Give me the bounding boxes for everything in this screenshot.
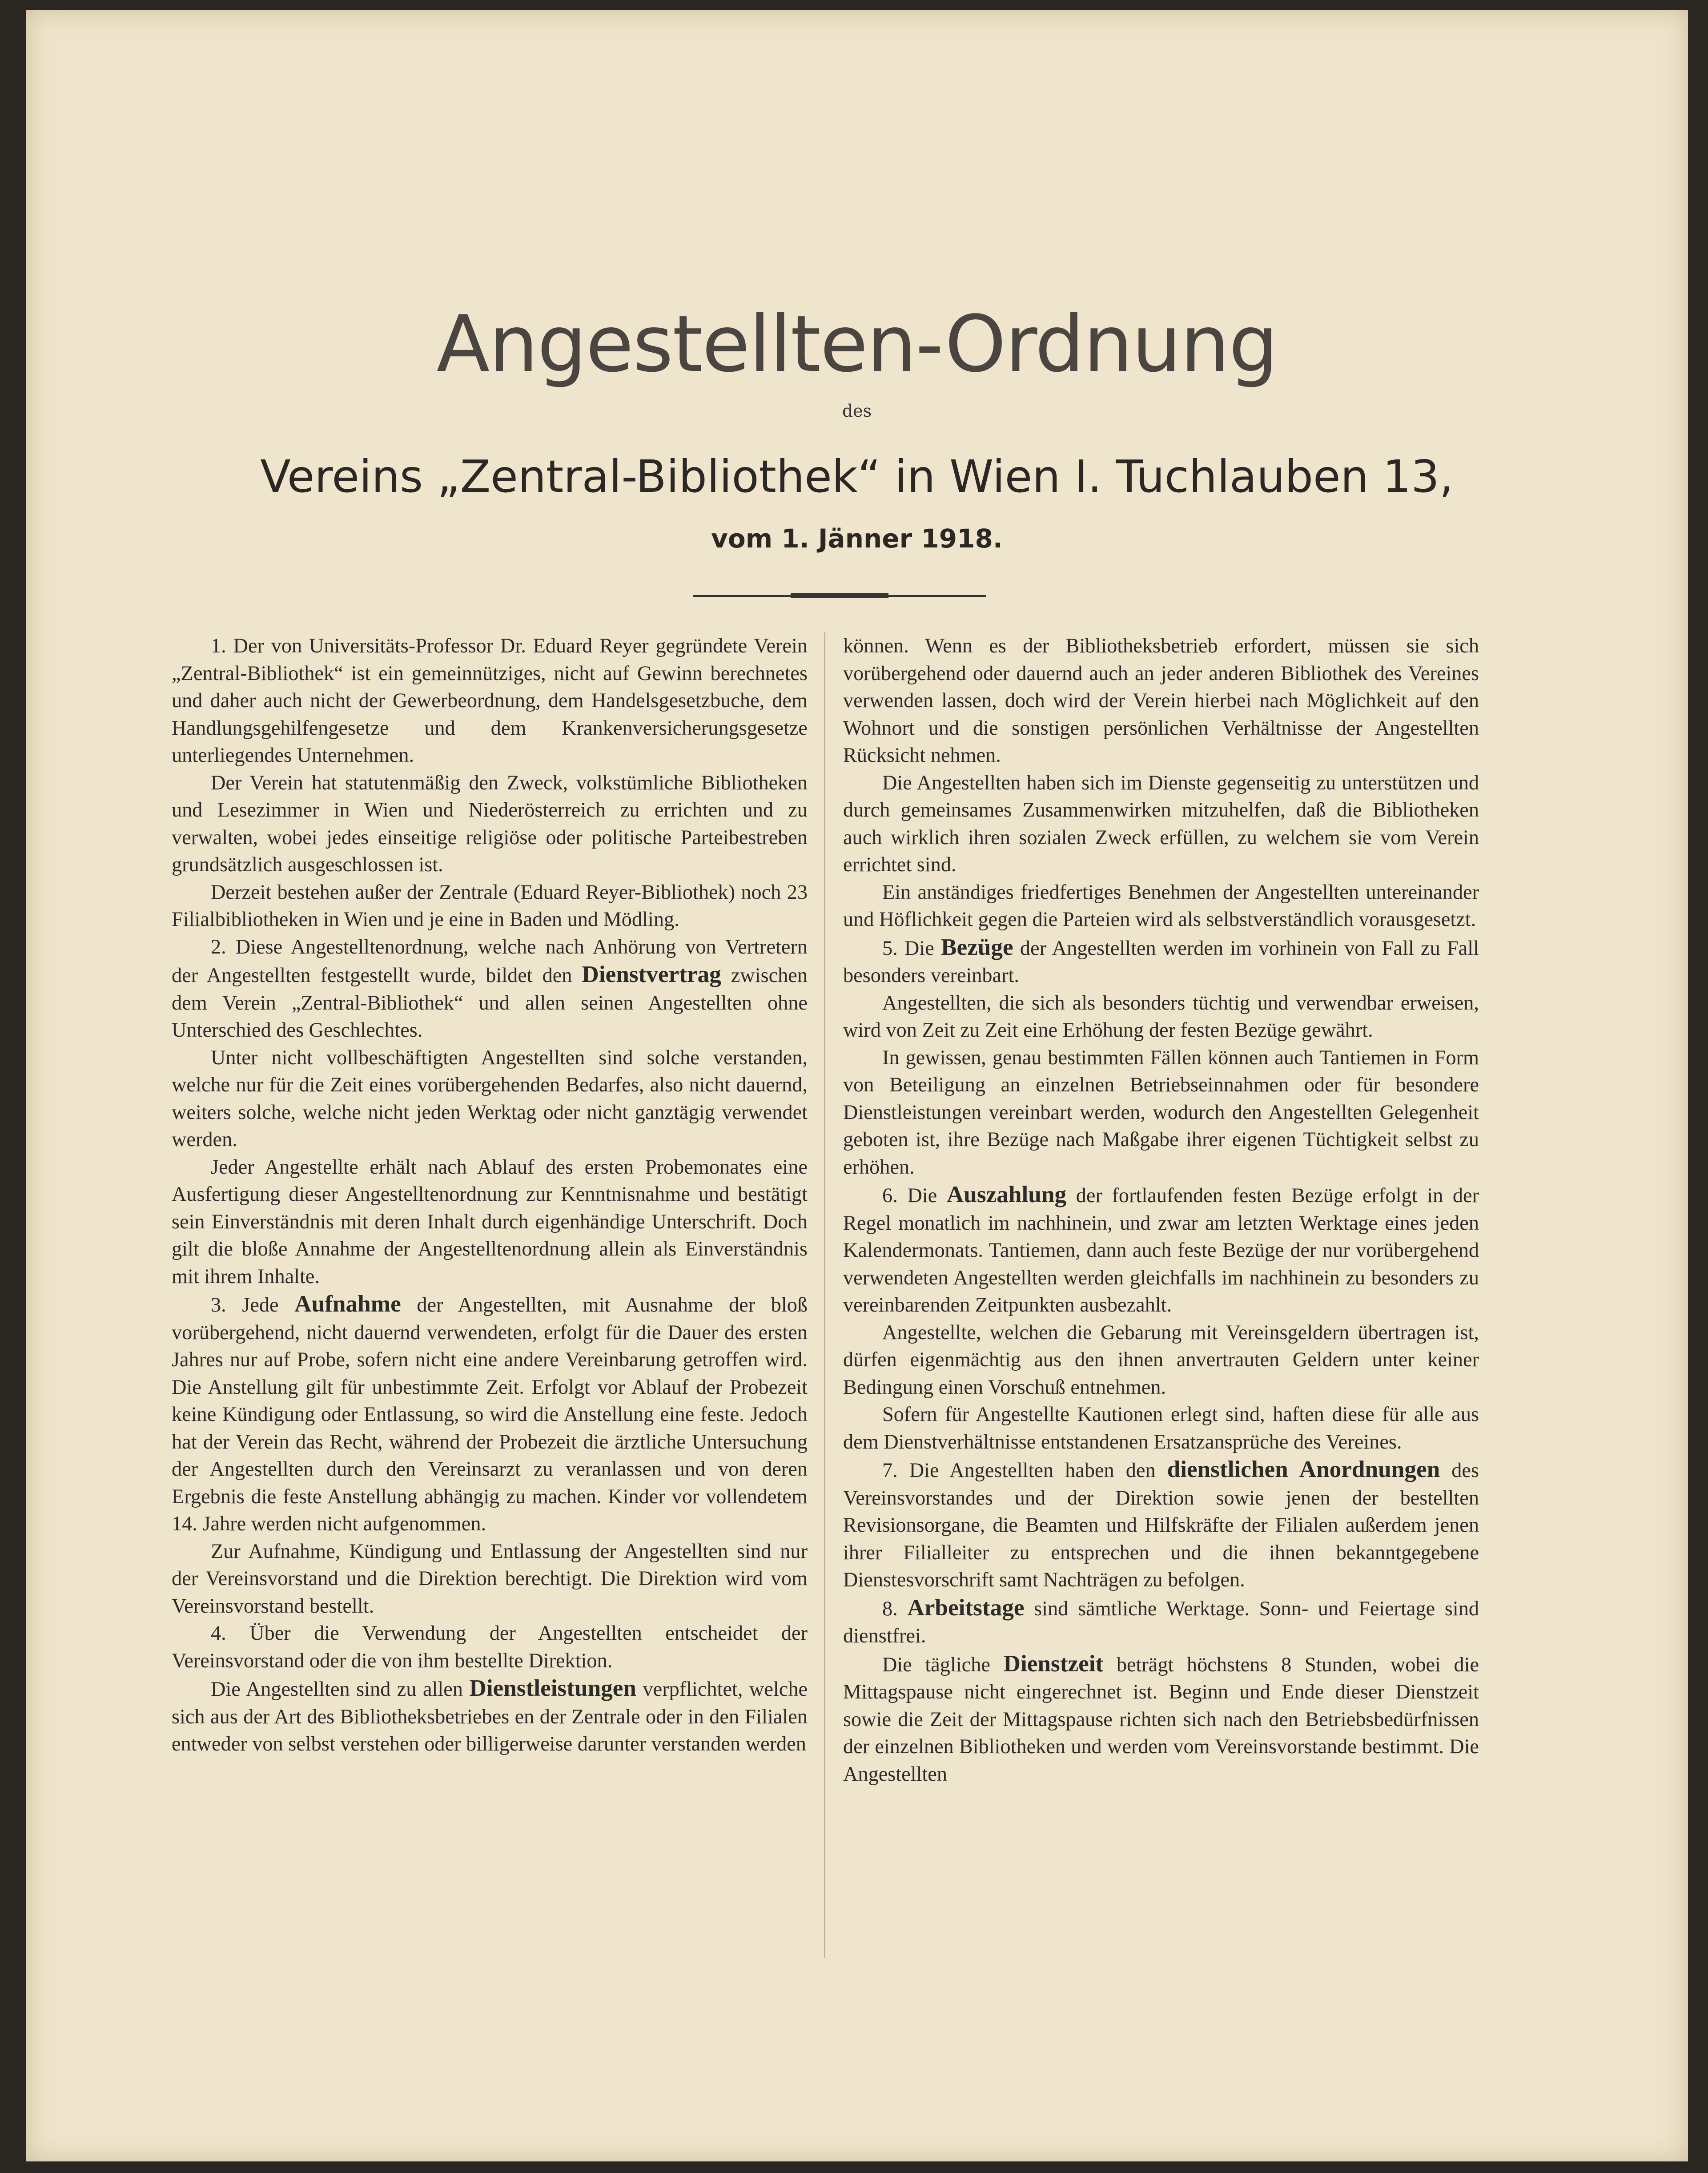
title-connector: des <box>842 401 872 421</box>
paragraph-text: 7. Die Angestellten haben den <box>882 1459 1156 1482</box>
paragraph-text: der Angestellten, mit Ausnahme der bloß vorübergehend, nicht dauernd verwendeten, erfolgt für die Dauer des ersten Jahres nur auf Probe, sofern nicht eine andere Vereinbarung getroffen wird. Die Anstellung gilt für unbestimmte Zeit. Erfolgt vor Ablauf der Probezeit keine Kündigung oder Entlassung, so wird die Anstellung eine feste. Jedoch hat der Verein das Recht, während der Probezeit die ärztliche Untersuchung der Angestellten durch den Vereinsarzt zu veranlassen und von deren Ergebnis die feste Anstellung abhängig zu machen. Kinder vor vollendetem 14. Jahre werden nicht aufgenommen. <box>172 1294 808 1535</box>
paragraph <box>172 934 808 1044</box>
paragraph-text: beträgt höchstens 8 Stunden, wobei die Mittagspause nicht eingerechnet ist. Beginn und Ende dieser Dienstzeit sowie die Zeit der Mittagspause richten sich nach den Betriebsbedürfnissen der einzelnen Bibliotheken und werden vom Vereinsvorstande bestimmt. Die Angestellten <box>843 1653 1479 1786</box>
keyword: Dienstzeit <box>1003 1650 1104 1677</box>
paragraph <box>843 934 1479 990</box>
document-date: vom 1. Jänner 1918. <box>711 523 1003 554</box>
paragraph-text: 5. Die <box>882 937 934 960</box>
paragraph: Ein anständiges friedfertiges Benehmen der Angestellten untereinander und Höflichkeit gegen die Parteien wird als selbstverständlich vorausgesetzt. <box>843 881 1479 931</box>
paragraph: 4. Über die Verwendung der Angestellten entscheidet der Vereinsvorstand oder die von ihm bestellte Direktion. <box>172 1622 808 1672</box>
paragraph: Angestellten, die sich als besonders tüchtig und verwendbar erweisen, wird von Zeit zu Zeit eine Erhöhung der festen Bezüge gewährt. <box>843 991 1479 1042</box>
paragraph: 1. Der von Universitäts-Professor Dr. Eduard Reyer gegründete Verein „Zentral-Bibliothek“ ist ein gemeinnütziges, nicht auf Gewinn berechnetes und daher auch nicht der Gewerbeordnung, dem Handelsgesetzbuche, dem Handlungsgehilfengesetze und dem Krankenversicherungsgesetze unterliegendes Unternehmen. <box>172 635 808 767</box>
keyword: Dienstleistungen <box>469 1675 637 1701</box>
title-divider-ornament <box>791 593 888 598</box>
paragraph <box>843 1181 1479 1319</box>
paragraph <box>843 1650 1479 1788</box>
paragraph-text: Die tägliche <box>882 1653 990 1676</box>
paragraph-text: 6. Die <box>882 1184 937 1207</box>
document-subtitle: Vereins „Zentral-Bibliothek“ in Wien I. Tuchlauben 13, <box>260 451 1454 503</box>
document-title: Angestellten-Ordnung <box>436 299 1278 390</box>
paragraph-text: 8. <box>882 1597 898 1620</box>
paragraph: In gewissen, genau bestimmten Fällen können auch Tantiemen in Form von Beteiligung an einzelnen Betriebseinnahmen oder für besondere Dienstleistungen vereinbart werden, wodurch den Angestellten Gelegenheit geboten ist, ihre Bezüge nach Maßgabe ihrer eigenen Tüchtigkeit selbst zu erhöhen. <box>843 1046 1479 1179</box>
paragraph <box>843 1456 1479 1594</box>
column-divider <box>824 632 825 1958</box>
paragraph <box>172 1290 808 1538</box>
keyword: Auszahlung <box>946 1181 1067 1207</box>
paragraph-text: der fortlaufenden festen Bezüge erfolgt in der Regel monatlich im nachhinein, und zwar am letzten Werktage eines jeden Kalendermonats. Tantiemen, dann auch feste Bezüge der nur vorübergehend verwendeten Angestellten werden gleichfalls im nachhinein zu besonders zu vereinbarenden Zeitpunkten ausbezahlt. <box>843 1184 1479 1316</box>
left-column <box>172 632 808 1962</box>
paragraph: Unter nicht vollbeschäftigten Angestellten sind solche verstanden, welche nur für die Zeit eines vorübergehenden Bedarfes, also nicht dauernd, weiters solche, welche nicht jeden Werktag oder nicht ganztägig verwendet werden. <box>172 1046 808 1151</box>
keyword: dienstlichen Anordnungen <box>1167 1456 1440 1482</box>
paragraph: können. Wenn es der Bibliotheksbetrieb erfordert, müssen sie sich vorübergehend oder dauernd auch an jeder anderen Bibliothek des Vereines verwenden lassen, doch wird der Verein hierbei nach Möglichkeit auf den Wohnort und die sonstigen persönlichen Verhältnisse der Angestellten Rücksicht nehmen. <box>843 635 1479 767</box>
paragraph-text: der Angestellten werden im vorhinein von Fall zu Fall besonders vereinbart. <box>843 937 1479 987</box>
paragraph <box>172 1674 808 1758</box>
right-column <box>843 632 1479 1962</box>
paragraph-text: des Vereinsvorstandes und der Direktion sowie jenen der bestellten Revisionsorgane, die Beamten und Hilfskräfte der Filialen außerdem jenen ihrer Filialleiter zu entsprechen und die ihnen bekanntgegebene Dienstesvorschrift samt Nachträgen zu befolgen. <box>843 1459 1479 1591</box>
paragraph-text: sind sämtliche Werktage. Sonn- und Feiertage sind dienstfrei. <box>843 1597 1479 1647</box>
paragraph-text: zwischen dem Verein „Zentral-Bibliothek“ und allen seinen Angestellten ohne Unterschied des Geschlechtes. <box>172 964 808 1042</box>
paragraph-text: 3. Jede <box>210 1294 279 1316</box>
paragraph <box>843 1594 1479 1650</box>
paragraph: Sofern für Angestellte Kautionen erlegt sind, haften diese für alle aus dem Dienstverhältnisse entstandenen Ersatzansprüche des Vereines. <box>843 1403 1479 1453</box>
paragraph-text: 2. Diese Angestelltenordnung, welche nach Anhörung von Vertretern der Angestellten festgestellt wurde, bildet den <box>172 935 808 987</box>
paragraph: Derzeit bestehen außer der Zentrale (Eduard Reyer-Bibliothek) noch 23 Filialbibliotheken in Wien und je eine in Baden und Mödling. <box>172 881 808 931</box>
keyword: Aufnahme <box>294 1291 401 1317</box>
paragraph: Jeder Angestellte erhält nach Ablauf des ersten Probemonates eine Ausfertigung dieser Angestelltenordnung zur Kenntnisnahme und bestätigt sein Einverständnis mit deren Inhalt durch eigenhändige Unterschrift. Doch gilt die bloße Annahme der Angestelltenordnung allein als Einverständnis mit ihrem Inhalte. <box>172 1155 808 1288</box>
keyword: Arbeitstage <box>907 1594 1025 1621</box>
document-page <box>26 10 1688 2161</box>
paragraph: Der Verein hat statutenmäßig den Zweck, volkstümliche Bibliotheken und Lesezimmer in Wien und Niederösterreich zu errichten und zu verwalten, wobei jedes einseitige religiöse oder politische Parteibestreben grundsätzlich ausgeschlossen ist. <box>172 771 808 876</box>
paragraph-text: Die Angestellten sind zu allen <box>210 1678 463 1701</box>
paragraph-text: verpflichtet, welche sich aus der Art des Bibliotheksbetriebes en der Zentrale oder in den Filialen entweder von selbst verstehen oder billigerweise darunter verstanden werden <box>172 1678 808 1755</box>
paragraph: Angestellte, welchen die Gebarung mit Vereinsgeldern übertragen ist, dürfen eigenmächtig aus den ihnen anvertrauten Geldern unter keiner Bedingung einen Vorschuß entnehmen. <box>843 1321 1479 1399</box>
keyword: Bezüge <box>941 934 1013 960</box>
keyword: Dienstvertrag <box>582 961 721 987</box>
paragraph: Die Angestellten haben sich im Dienste gegenseitig zu unterstützen und durch gemeinsames Zusammenwirken mitzuhelfen, daß die Bibliotheken auch wirklich ihren sozialen Zweck erfüllen, zu welchem sie vom Verein errichtet sind. <box>843 771 1479 876</box>
paragraph: Zur Aufnahme, Kündigung und Entlassung der Angestellten sind nur der Vereinsvorstand und die Direktion berechtigt. Die Direktion wird vom Vereinsvorstand bestellt. <box>172 1540 808 1618</box>
